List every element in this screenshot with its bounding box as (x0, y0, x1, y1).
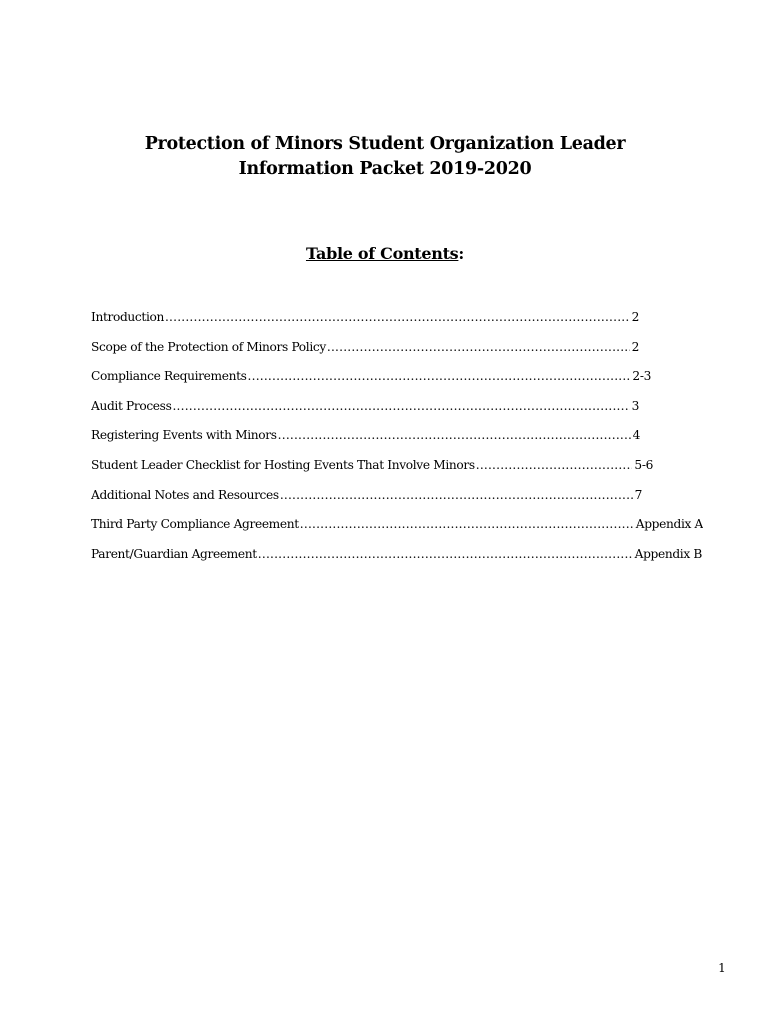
toc-entry-student-leader-checklist (91, 456, 653, 486)
toc-entry-page: 3 (631, 398, 639, 413)
toc-entry-page: Appendix B (634, 546, 702, 561)
toc-dot-leader (258, 545, 633, 563)
toc-entry-parent-guardian-agreement (91, 545, 702, 575)
toc-dot-leader (300, 515, 634, 533)
toc-entry-introduction (91, 308, 639, 338)
toc-entry-page: 7 (634, 487, 642, 502)
toc-entry-third-party-agreement (91, 515, 703, 545)
toc-dot-leader (172, 397, 629, 415)
toc-entry-page: 5-6 (634, 457, 653, 472)
toc-dot-leader (476, 456, 633, 474)
document-title-line-2: Information Packet 2019-2020 (238, 159, 532, 179)
toc-entry-page: 2-3 (632, 369, 651, 384)
toc-dot-leader (278, 426, 631, 444)
toc-entry-title: Audit Process (91, 398, 172, 413)
toc-entry-registering-events (91, 426, 640, 456)
toc-entry-title: Compliance Requirements (91, 369, 247, 384)
toc-entry-additional-notes (91, 486, 642, 516)
toc-entry-compliance-requirements (91, 367, 651, 397)
toc-dot-leader (327, 338, 630, 356)
toc-dot-leader (280, 486, 633, 504)
toc-dot-leader (248, 367, 631, 385)
toc-entry-title: Student Leader Checklist for Hosting Events That Involve Minors (91, 457, 475, 472)
toc-entry-page: 4 (632, 428, 640, 443)
toc-entry-title: Parent/Guardian Agreement (91, 546, 257, 561)
toc-heading-text: Table of Contents (305, 244, 459, 263)
toc-heading-colon: : (458, 244, 465, 263)
toc-entry-title: Scope of the Protection of Minors Policy (91, 339, 326, 354)
page-number: 1 (718, 961, 726, 975)
toc-heading (0, 243, 770, 265)
toc-entry-page: 2 (631, 310, 639, 324)
table-of-contents (91, 308, 703, 574)
toc-entry-title: Third Party Compliance Agreement (91, 517, 299, 532)
toc-entry-audit-process (91, 397, 639, 427)
toc-entry-title: Introduction (91, 310, 164, 324)
toc-entry-page: Appendix A (635, 517, 703, 532)
document-title (0, 132, 770, 182)
toc-entry-title: Additional Notes and Resources (91, 487, 279, 502)
toc-entry-scope (91, 338, 639, 368)
toc-entry-title: Registering Events with Minors (91, 428, 277, 443)
toc-entry-page: 2 (631, 339, 639, 354)
toc-dot-leader (165, 308, 630, 326)
document-title-line-1: Protection of Minors Student Organization Leader (144, 134, 626, 154)
